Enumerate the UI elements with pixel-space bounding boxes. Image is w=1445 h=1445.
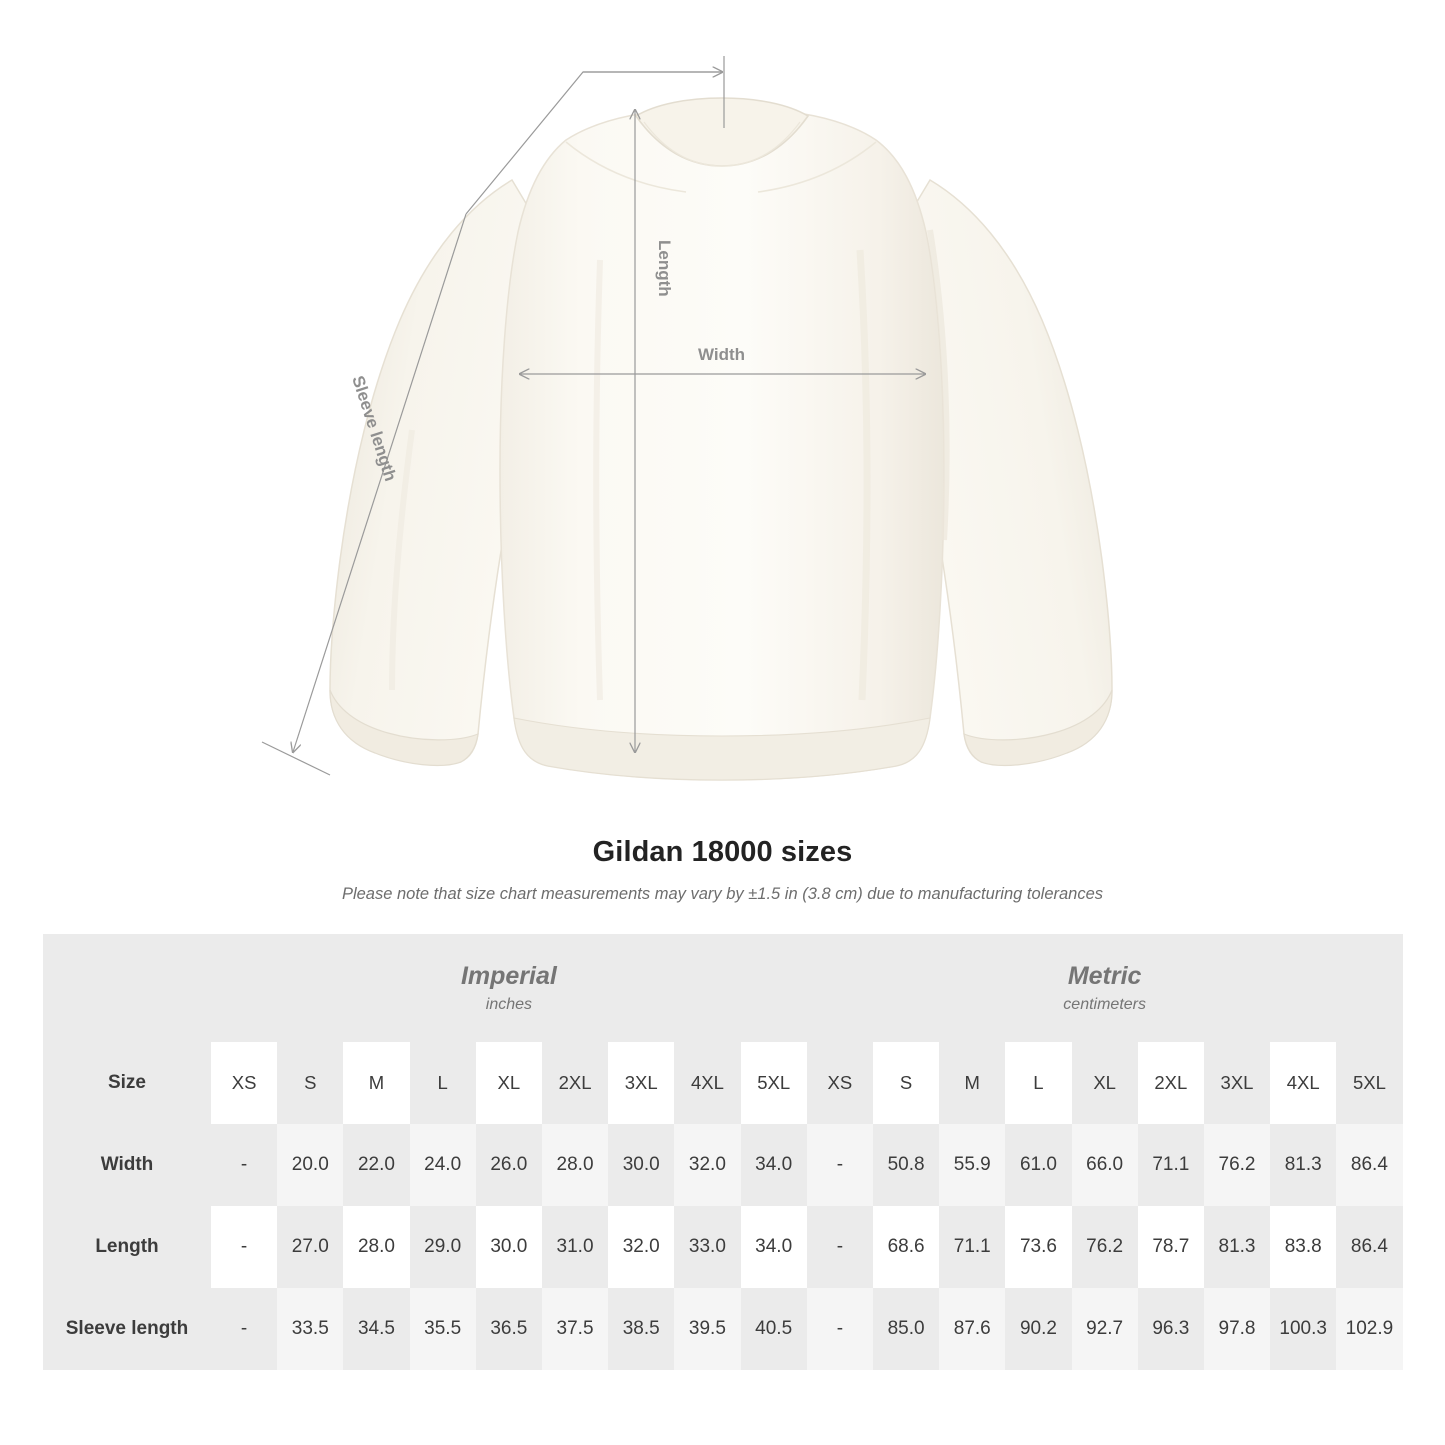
tolerance-note: Please note that size chart measurements may vary by ±1.5 in (3.8 cm) due to manufacturing tolerances	[341, 885, 1104, 903]
table-cell: 85.0	[873, 1288, 939, 1370]
unit-row-corner	[43, 934, 211, 1042]
size-column-header: 5XL	[1336, 1042, 1402, 1124]
table-cell: 34.0	[741, 1124, 807, 1206]
size-header-row	[43, 1042, 1403, 1124]
unit-header-row	[43, 934, 1403, 1042]
table-cell: 92.7	[1072, 1288, 1138, 1370]
table-cell: -	[211, 1206, 277, 1288]
sweatshirt-graphic	[330, 98, 1112, 780]
table-cell: 55.9	[939, 1124, 1005, 1206]
table-cell: 37.5	[542, 1288, 608, 1370]
table-cell: 20.0	[277, 1124, 343, 1206]
unit-group-metric	[807, 934, 1403, 1042]
table-cell: 73.6	[1005, 1206, 1071, 1288]
table-cell: 40.5	[741, 1288, 807, 1370]
table-cell: 96.3	[1138, 1288, 1204, 1370]
size-table-wrap	[43, 934, 1402, 1370]
table-cell: 27.0	[277, 1206, 343, 1288]
table-cell: 86.4	[1336, 1206, 1402, 1288]
width-label: Width	[698, 345, 746, 364]
table-cell: 30.0	[476, 1206, 542, 1288]
table-cell: 29.0	[410, 1206, 476, 1288]
table-cell: 83.8	[1270, 1206, 1336, 1288]
table-cell: 39.5	[674, 1288, 740, 1370]
size-column-header: 4XL	[1270, 1042, 1336, 1124]
table-cell: 68.6	[873, 1206, 939, 1288]
table-cell: 28.0	[343, 1206, 409, 1288]
length-label: Length	[655, 240, 674, 297]
size-column-header: 2XL	[1138, 1042, 1204, 1124]
size-column-header: 3XL	[608, 1042, 674, 1124]
table-cell: 26.0	[476, 1124, 542, 1206]
table-cell: -	[807, 1206, 873, 1288]
table-cell: 78.7	[1138, 1206, 1204, 1288]
table-cell: 50.8	[873, 1124, 939, 1206]
table-cell: 24.0	[410, 1124, 476, 1206]
row-label-length: Length	[43, 1206, 211, 1288]
size-column-header: XS	[807, 1042, 873, 1124]
table-cell: 97.8	[1204, 1288, 1270, 1370]
table-cell: -	[807, 1124, 873, 1206]
row-label-sleeve-length: Sleeve length	[43, 1288, 211, 1370]
table-cell: 22.0	[343, 1124, 409, 1206]
size-column-header: S	[277, 1042, 343, 1124]
table-cell: 61.0	[1005, 1124, 1071, 1206]
table-row	[43, 1206, 1403, 1288]
table-cell: -	[211, 1124, 277, 1206]
table-row	[43, 1124, 1403, 1206]
table-cell: 86.4	[1336, 1124, 1402, 1206]
table-cell: 33.0	[674, 1206, 740, 1288]
unit-group-sub: centimeters	[1063, 996, 1146, 1014]
title-block	[0, 836, 1445, 904]
size-column-header: 2XL	[542, 1042, 608, 1124]
unit-group-sub: inches	[485, 996, 533, 1014]
unit-group-imperial	[211, 934, 807, 1042]
table-cell: 33.5	[277, 1288, 343, 1370]
table-cell: 35.5	[410, 1288, 476, 1370]
table-cell: 90.2	[1005, 1288, 1071, 1370]
size-header-label: Size	[43, 1042, 211, 1124]
table-cell: 81.3	[1270, 1124, 1336, 1206]
table-cell: -	[211, 1288, 277, 1370]
unit-group-name: Imperial	[460, 961, 557, 990]
size-column-header: L	[410, 1042, 476, 1124]
table-cell: -	[807, 1288, 873, 1370]
table-row	[43, 1288, 1403, 1370]
size-column-header: XS	[211, 1042, 277, 1124]
table-cell: 100.3	[1270, 1288, 1336, 1370]
size-column-header: XL	[476, 1042, 542, 1124]
size-column-header: M	[939, 1042, 1005, 1124]
table-cell: 34.5	[343, 1288, 409, 1370]
table-cell: 34.0	[741, 1206, 807, 1288]
table-cell: 76.2	[1204, 1124, 1270, 1206]
table-cell: 87.6	[939, 1288, 1005, 1370]
size-column-header: 4XL	[674, 1042, 740, 1124]
table-cell: 31.0	[542, 1206, 608, 1288]
table-cell: 28.0	[542, 1124, 608, 1206]
table-cell: 36.5	[476, 1288, 542, 1370]
row-label-width: Width	[43, 1124, 211, 1206]
size-column-header: 3XL	[1204, 1042, 1270, 1124]
size-column-header: 5XL	[741, 1042, 807, 1124]
size-column-header: L	[1005, 1042, 1071, 1124]
size-column-header: XL	[1072, 1042, 1138, 1124]
table-cell: 76.2	[1072, 1206, 1138, 1288]
size-table	[43, 934, 1403, 1370]
table-cell: 66.0	[1072, 1124, 1138, 1206]
page-title: Gildan 18000 sizes	[592, 836, 853, 868]
table-cell: 32.0	[608, 1206, 674, 1288]
size-column-header: M	[343, 1042, 409, 1124]
table-cell: 71.1	[1138, 1124, 1204, 1206]
table-cell: 38.5	[608, 1288, 674, 1370]
table-cell: 30.0	[608, 1124, 674, 1206]
unit-group-name: Metric	[1067, 961, 1142, 990]
table-cell: 32.0	[674, 1124, 740, 1206]
table-cell: 81.3	[1204, 1206, 1270, 1288]
table-cell: 102.9	[1336, 1288, 1402, 1370]
sleeve-label: Sleeve length	[348, 373, 401, 484]
size-column-header: S	[873, 1042, 939, 1124]
table-cell: 71.1	[939, 1206, 1005, 1288]
